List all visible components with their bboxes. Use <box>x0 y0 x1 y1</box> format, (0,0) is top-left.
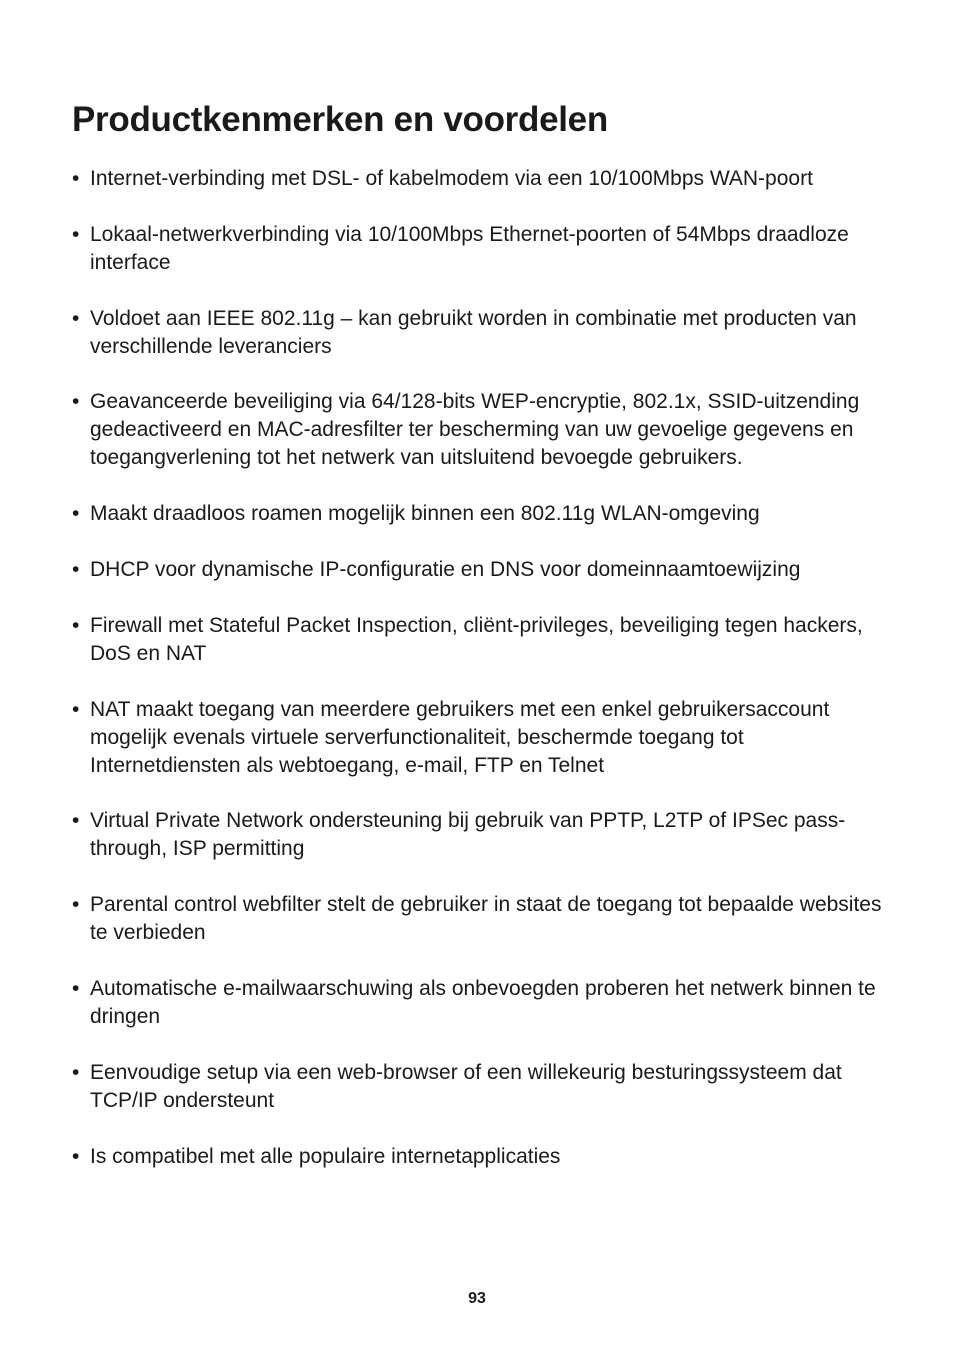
list-item <box>72 696 892 780</box>
list-item <box>72 556 892 584</box>
bullet-icon: • <box>72 167 80 190</box>
list-item-text: Is compatibel met alle populaire internetapplicaties <box>90 1144 561 1168</box>
feature-list <box>72 165 892 1171</box>
list-item <box>72 500 892 528</box>
bullet-icon: • <box>72 390 80 414</box>
list-item <box>72 165 892 193</box>
bullet-icon: • <box>72 1144 80 1168</box>
page-title: Productkenmerken en voordelen <box>72 100 608 139</box>
bullet-icon: • <box>72 306 80 330</box>
list-item-text: NAT maakt toegang van meerdere gebruikers met een enkel gebruikersaccount mogelijk evenals virtuele serverfunctionaliteit, beschermde toegang tot Internetdiensten als webtoegang, e-mail, FTP en Telnet <box>90 697 830 777</box>
list-item-text: Internet-verbinding met DSL- of kabelmodem via een 10/100Mbps WAN-poort <box>90 167 813 190</box>
list-item-text: Maakt draadloos roamen mogelijk binnen een 802.11g WLAN-omgeving <box>90 502 760 526</box>
page-number: 93 <box>468 1290 486 1307</box>
bullet-icon: • <box>72 502 80 526</box>
bullet-icon: • <box>72 976 80 1000</box>
list-item-text: DHCP voor dynamische IP-configuratie en DNS voor domeinnaamtoewijzing <box>90 557 801 581</box>
list-item-text: Voldoet aan IEEE 802.11g – kan gebruikt worden in combinatie met producten van verschillende leveranciers <box>90 306 857 358</box>
list-item-text: Automatische e-mailwaarschuwing als onbevoegden proberen het netwerk binnen te dringen <box>90 976 876 1028</box>
list-item-text: Virtual Private Network ondersteuning bij gebruik van PPTP, L2TP of IPSec pass-through, ISP permitting <box>90 809 846 861</box>
list-item <box>72 891 892 947</box>
bullet-icon: • <box>72 222 80 246</box>
bullet-icon: • <box>72 557 80 581</box>
bullet-icon: • <box>72 613 80 637</box>
list-item-text: Lokaal-netwerkverbinding via 10/100Mbps Ethernet-poorten of 54Mbps draadloze interface <box>90 222 849 274</box>
list-item-text: Geavanceerde beveiliging via 64/128-bits WEP-encryptie, 802.1x, SSID-uitzending gedeactiveerd en MAC-adresfilter ter bescherming van uw gevoelige gegevens en toegangverlening tot het netwerk van uitsluitend bevoegde gebruikers. <box>90 390 860 470</box>
list-item <box>72 975 892 1031</box>
bullet-icon: • <box>72 893 80 917</box>
bullet-icon: • <box>72 1060 80 1084</box>
bullet-icon: • <box>72 809 80 833</box>
list-item-text: Parental control webfilter stelt de gebruiker in staat de toegang tot bepaalde websites te verbieden <box>90 893 882 945</box>
list-item <box>72 1143 892 1171</box>
list-item <box>72 1059 892 1115</box>
bullet-icon: • <box>72 697 80 721</box>
list-item <box>72 388 892 472</box>
list-item <box>72 612 892 668</box>
list-item <box>72 807 892 863</box>
list-item <box>72 305 892 361</box>
list-item-text: Eenvoudige setup via een web-browser of een willekeurig besturingssysteem dat TCP/IP ondersteunt <box>90 1060 842 1112</box>
list-item <box>72 221 892 277</box>
list-item-text: Firewall met Stateful Packet Inspection, cliënt-privileges, beveiliging tegen hackers, DoS en NAT <box>90 613 863 665</box>
